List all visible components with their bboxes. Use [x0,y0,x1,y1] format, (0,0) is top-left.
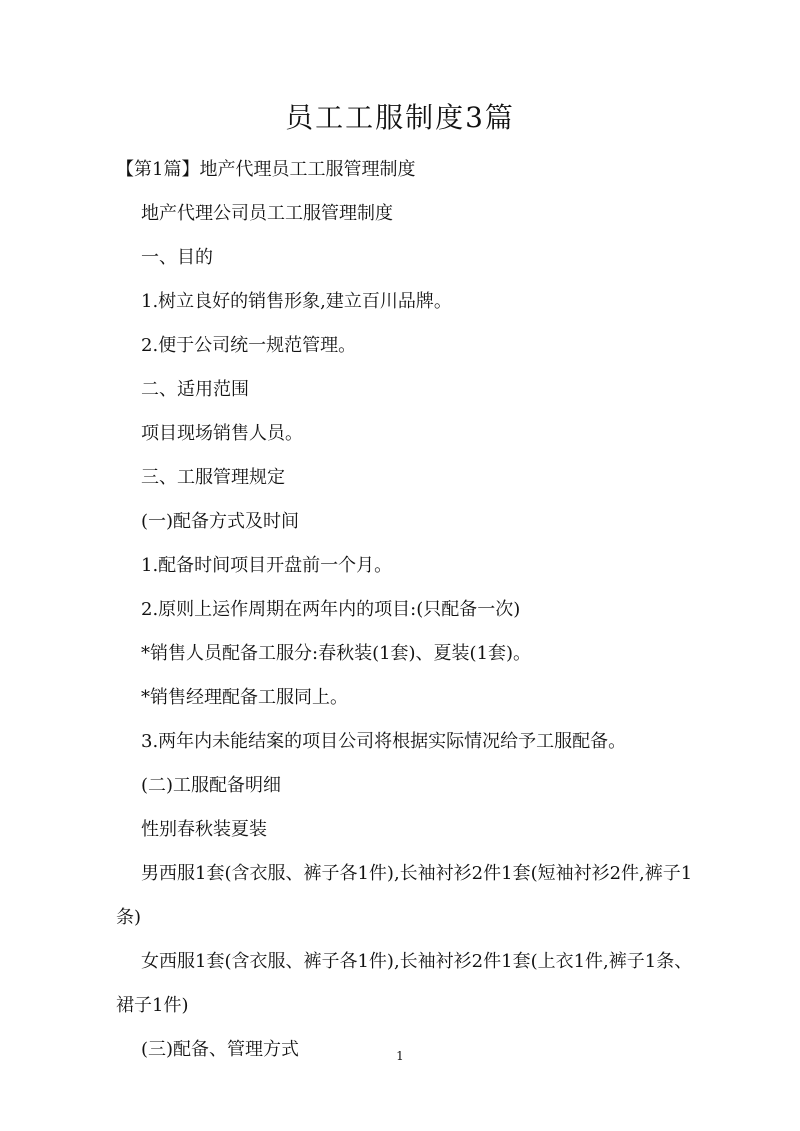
paragraph: 2.原则上运作周期在两年内的项目:(只配备一次) [141,599,521,620]
paragraph: 三、工服管理规定 [141,467,285,488]
paragraph: 一、目的 [141,247,213,268]
paragraph: 2.便于公司统一规范管理。 [141,335,357,356]
paragraph: 女西服1套(含衣服、裤子各1件),长袖衬衫2件1套(上衣1件,裤子1条、裙子1件) [116,951,693,1016]
document-body [116,148,696,1072]
paragraph: (三)配备、管理方式 [141,1039,300,1060]
page-number: 1 [396,1049,404,1063]
paragraph: 性别春秋装夏装 [141,819,267,840]
paragraph: 3.两年内未能结案的项目公司将根据实际情况给予工服配备。 [141,731,627,752]
paragraph: 1.树立良好的销售形象,建立百川品牌。 [141,291,452,312]
paragraph: (一)配备方式及时间 [141,511,300,532]
paragraph: 二、适用范围 [141,379,249,400]
paragraph: 男西服1套(含衣服、裤子各1件),长袖衬衫2件1套(短袖衬衫2件,裤子1条) [116,863,693,928]
section-heading: 【第1篇】地产代理员工工服管理制度 [116,159,416,180]
paragraph: (二)工服配备明细 [141,775,282,796]
paragraph: 地产代理公司员工工服管理制度 [141,203,393,224]
document-title: 员工工服制度3篇 [285,101,515,134]
paragraph: 项目现场销售人员。 [141,423,303,444]
paragraph: *销售人员配备工服分:春秋装(1套)、夏装(1套)。 [141,643,532,664]
paragraph: 1.配备时间项目开盘前一个月。 [141,555,393,576]
paragraph: *销售经理配备工服同上。 [141,687,348,708]
